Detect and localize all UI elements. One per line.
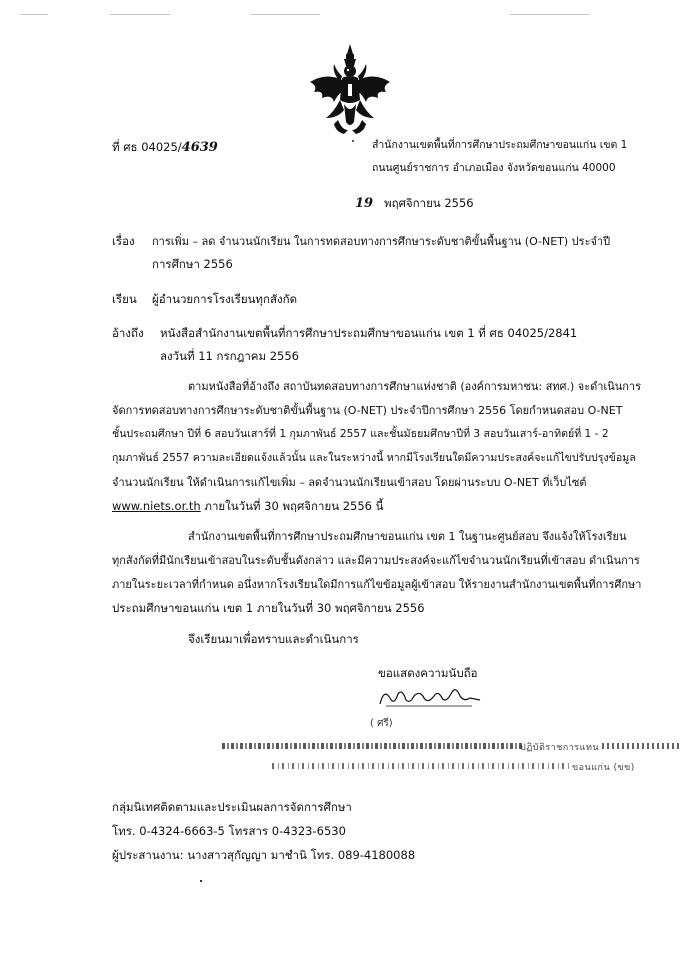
- scan-mark: [250, 14, 320, 15]
- body-para1-line-1: ตามหนังสือที่อ้างถึง สถาบันทดสอบทางการศึกษาแห่งชาติ (องค์การมหาชน: สทศ.) จะดำเนินการ: [188, 380, 642, 393]
- body-para1-line-4: กุมภาพันธ์ 2557 ความละเอียดแจ้งแล้วนั้น และในระหว่างนี้ หากมีโรงเรียนใดมีความประสงค์จะแก้ไขปรับปรุงข้อมูล: [112, 452, 636, 464]
- reference-label: อ้างถึง: [112, 326, 144, 340]
- scan-mark: [20, 14, 48, 15]
- signer-name: ( ศรี): [370, 718, 393, 729]
- closing-request: จึงเรียนมาเพื่อทราบและดำเนินการ: [188, 632, 359, 646]
- issuer-line-1: สำนักงานเขตพื้นที่การศึกษาประถมศึกษาขอนแก่น เขต 1: [372, 139, 628, 151]
- body-para1-line-3: ชั้นประถมศึกษา ปีที่ 6 สอบวันเสาร์ที่ 1 กุมภาพันธ์ 2557 และชั้นมัธยมศึกษาปีที่ 3 สอบวันเสาร์-อาทิตย์ที่ 1 - 2: [112, 428, 609, 440]
- signer-position-line-2: ขอนแก่น (ขข): [272, 760, 672, 772]
- reference-line-1: หนังสือสำนักงานเขตพื้นที่การศึกษาประถมศึกษาขอนแก่น เขต 1 ที่ ศธ 04025/2841: [160, 326, 578, 340]
- body-para2-line-3: ภายในระยะเวลาที่กำหนด อนึ่งหากโรงเรียนใดมีการแก้ไขข้อมูลผู้เข้าสอบ ให้รายงานสำนักงานเขตพื้นที่การศึกษา: [112, 578, 642, 591]
- scan-speck: [352, 140, 354, 142]
- document-date: [355, 196, 474, 211]
- subject-line-2: การศึกษา 2556: [152, 257, 233, 271]
- deadline-text: ภายในวันที่ 30 พฤศจิกายน 2556 นี้: [200, 499, 384, 513]
- body-para1-line-2: จัดการทดสอบทางการศึกษาระดับชาติขั้นพื้นฐาน (O-NET) ประจำปีการศึกษา 2556 โดยกำหนดสอบ O-NET: [112, 404, 623, 417]
- footer-coordinator: ผู้ประสานงาน: นางสาวสุกัญญา มาชำนิ โทร. 089-4180088: [112, 848, 416, 862]
- date-day-handwritten: 19: [355, 196, 374, 211]
- body-para2-line-1: สำนักงานเขตพื้นที่การศึกษาประถมศึกษาขอนแก่น เขต 1 ในฐานะศูนย์สอบ จึงแจ้งให้โรงเรียน: [188, 530, 627, 543]
- handwritten-signature-icon: [376, 684, 486, 710]
- footer-department: กลุ่มนิเทศติดตามและประเมินผลการจัดการศึกษา: [112, 800, 352, 814]
- garuda-emblem-icon: [304, 42, 396, 138]
- recipient-text: ผู้อำนวยการโรงเรียนทุกสังกัด: [152, 292, 298, 306]
- body-para2-line-2: ทุกสังกัดที่มีนักเรียนเข้าสอบในระดับชั้นดังกล่าว และมีความประสงค์จะแก้ไขจำนวนนักเรียนที่เข้าสอบ ดำเนินการ: [112, 554, 640, 567]
- subject-label: เรื่อง: [112, 234, 135, 248]
- subject-line-1: การเพิ่ม – ลด จำนวนนักเรียน ในการทดสอบทางการศึกษาระดับชาติขั้นพื้นฐาน (O-NET) ประจำปี: [152, 235, 611, 248]
- closing-salutation: ขอแสดงความนับถือ: [378, 666, 478, 680]
- date-month-year: พฤศจิกายน 2556: [384, 196, 474, 210]
- issuer-line-2: ถนนศูนย์ราชการ อำเภอเมือง จังหวัดขอนแก่น 40000: [372, 162, 616, 174]
- doc-number-handwritten: 4639: [181, 140, 218, 155]
- signer-position-line-1: ปฏิบัติราชการแทน: [222, 740, 688, 752]
- recipient-label: เรียน: [112, 292, 137, 306]
- scan-mark: [510, 14, 590, 15]
- reference-line-2: ลงวันที่ 11 กรกฎาคม 2556: [160, 349, 299, 363]
- scan-speck: [200, 880, 202, 882]
- scan-mark: [110, 14, 170, 15]
- body-para2-line-4: ประถมศึกษาขอนแก่น เขต 1 ภายในวันที่ 30 พฤศจิกายน 2556: [112, 601, 425, 615]
- niets-website-link[interactable]: www.niets.or.th: [112, 499, 201, 513]
- doc-number-prefix: ที่ ศธ 04025/: [112, 140, 182, 154]
- footer-contact: โทร. 0-4324-6663-5 โทรสาร 0-4323-6530: [112, 824, 346, 838]
- body-para1-line-5: จำนวนนักเรียน ให้ดำเนินการแก้ไขเพิ่ม – ลดจำนวนนักเรียนเข้าสอบ โดยผ่านระบบ O-NET ที่เว็บไซต์: [112, 476, 587, 489]
- body-para1-line-6: [112, 499, 384, 514]
- doc-number: [112, 140, 218, 155]
